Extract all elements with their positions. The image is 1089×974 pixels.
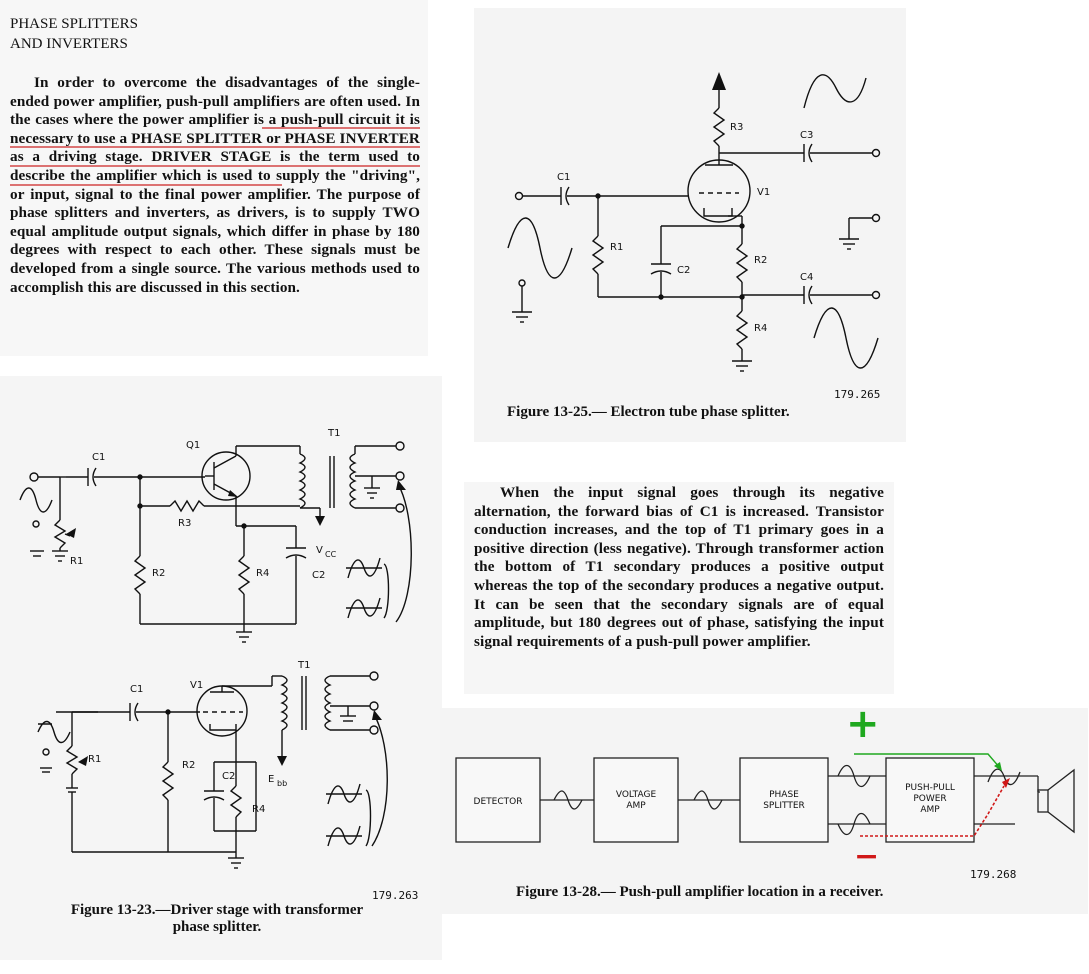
fig23-r4b-label: R4 xyxy=(252,804,266,815)
fig23-t1-label: T1 xyxy=(298,660,311,671)
fig25-number: 179.265 xyxy=(834,388,881,401)
r4-resistor xyxy=(239,556,249,594)
intro-text-panel xyxy=(0,0,428,356)
fig23-r3-label: R3 xyxy=(178,518,192,529)
fig23-r2b-label: R2 xyxy=(182,760,196,771)
t1-lower-secondary xyxy=(325,676,330,730)
r4-label: R4 xyxy=(754,323,768,334)
explanation-text: When the input signal goes through its negative alternation, the forward bias of C1 is increased. Transistor conduction increases, and the top of T1 primary goes in a positive direction (less negative). Through transformer action the bottom of T1 secondary produces a positive output whereas the top of the secondary produces a negative output. It can be seen that the secondary signals are of equal amplitude, but 180 degrees out of phase, satisfying the input signal requirements of a push-pull power amplifier. xyxy=(474,484,884,650)
t1-lower-primary xyxy=(282,676,287,730)
ebb-label: E xyxy=(268,774,275,785)
detector-label: DETECTOR xyxy=(473,797,523,807)
minus-sign: − xyxy=(854,839,880,874)
c2-label: C2 xyxy=(677,265,691,276)
driver-stage-diagram xyxy=(0,376,442,896)
electron-tube-phase-splitter-diagram xyxy=(474,8,906,408)
section-title-line2: AND INVERTERS xyxy=(10,36,128,52)
r2-resistor xyxy=(737,244,747,282)
intro-paragraph-text: In order to overcome the disadvantages of the single-ended power amplifier, push-pull amplifiers are often used. In the cases where the power amplifier is a push-pull circuit it is necessary to use a PHASE SPLITTER or PHASE INVERTER as a driving stage. DRIVER STAGE is the term used to describe the amplifier which is used to supply the "driving", or input, signal to the final power amplifier. The purpose of phase splitters and inverters, as drivers, is to supply TWO equal amplitude output signals, which differ in phase by 180 degrees with respect to each other. These signals must be developed from a single source. The various methods used to accomplish this are discussed in this section. xyxy=(10,74,420,296)
fig23-caption-line2: phase splitter. xyxy=(172,919,262,935)
plus-sign: + xyxy=(846,708,880,747)
c4-label: C4 xyxy=(800,272,814,283)
fig23-caption-line1: Figure 13-23.—Driver stage with transformer xyxy=(70,902,364,918)
vcc-sub-label: CC xyxy=(325,550,337,559)
ebb-sub-label: bb xyxy=(277,779,288,788)
fig23-c1b-label: C1 xyxy=(130,684,144,695)
figure-13-25-panel xyxy=(474,8,906,442)
push-pull-block-diagram xyxy=(440,708,1088,878)
phase-splitter-label-2: SPLITTER xyxy=(763,801,805,811)
r3-resistor xyxy=(714,108,724,146)
voltage-amp-label-2: AMP xyxy=(626,801,646,811)
c1-label: C1 xyxy=(557,172,571,183)
push-pull-label-1: PUSH-PULL xyxy=(905,783,955,793)
section-title-line1: PHASE SPLITTERS xyxy=(10,16,138,32)
r3-resistor xyxy=(170,501,204,511)
v1-tube xyxy=(688,160,750,222)
v1-lower-tube xyxy=(197,686,247,736)
voltage-amp-block xyxy=(594,758,678,842)
explanation-text-panel xyxy=(464,482,894,694)
fig28-number: 179.268 xyxy=(970,868,1017,881)
r1-upper-resistor xyxy=(55,520,65,548)
fig23-c2-label: C2 xyxy=(312,570,326,581)
t1-upper-primary xyxy=(300,454,305,508)
r4-resistor xyxy=(737,311,747,349)
v1-label: V1 xyxy=(757,187,771,198)
bplus-arrow-icon xyxy=(712,72,726,90)
r1-label: R1 xyxy=(610,242,624,253)
fig23-r1-label: R1 xyxy=(70,556,84,567)
fig23-c2b-label: C2 xyxy=(222,771,236,782)
vcc-label: V xyxy=(316,545,323,556)
fig23-v1-label: V1 xyxy=(190,680,204,691)
output-sine-top xyxy=(804,75,866,108)
c3-label: C3 xyxy=(800,130,814,141)
r1-resistor xyxy=(593,236,603,274)
fig25-caption: Figure 13-25.— Electron tube phase splitter. xyxy=(507,404,790,420)
figure-13-28-panel xyxy=(440,708,1088,914)
r2-label: R2 xyxy=(754,255,768,266)
explanation-paragraph xyxy=(474,484,884,651)
fig23-caption xyxy=(7,902,427,936)
q1-label: Q1 xyxy=(186,440,201,451)
push-pull-label-2: POWER xyxy=(913,794,947,804)
r2-lower-resistor xyxy=(163,762,173,800)
phase-splitter-label-1: PHASE xyxy=(769,790,799,800)
ebb-arrow-icon xyxy=(277,756,287,766)
output-sine-bottom xyxy=(814,308,878,368)
fig23-r1b-label: R1 xyxy=(88,754,102,765)
push-pull-label-3: AMP xyxy=(920,805,940,815)
speaker-icon xyxy=(1038,790,1048,812)
vcc-arrow-icon xyxy=(315,516,325,526)
t1-upper-secondary xyxy=(350,454,355,508)
fig23-t1-top-label: T1 xyxy=(328,428,341,439)
fig28-caption: Figure 13-28.— Push-pull amplifier location in a receiver. xyxy=(516,884,884,900)
fig23-r4-label: R4 xyxy=(256,568,270,579)
fig23-c1-label: C1 xyxy=(92,452,106,463)
r2-resistor xyxy=(135,556,145,594)
phase-splitter-block xyxy=(740,758,828,842)
figure-13-23-panel xyxy=(0,376,442,960)
fig23-r2-label: R2 xyxy=(152,568,166,579)
r1-lower-resistor xyxy=(67,746,77,774)
voltage-amp-label-1: VOLTAGE xyxy=(615,790,657,800)
red-underline-annotations xyxy=(0,0,428,356)
r3-label: R3 xyxy=(730,122,744,133)
r4-lower-resistor xyxy=(231,786,241,817)
input-sine xyxy=(508,218,572,278)
fig23-number: 179.263 xyxy=(372,889,419,902)
